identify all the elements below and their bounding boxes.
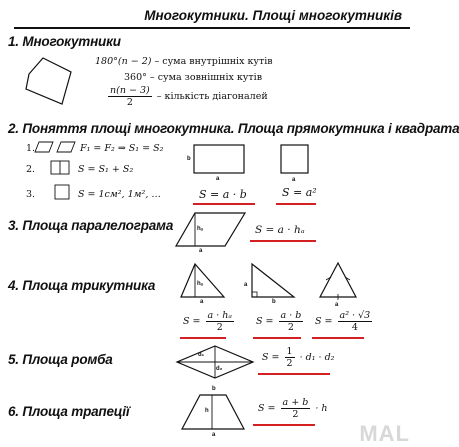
trapezoid-bottom-base: a: [212, 432, 216, 438]
item-number-2: 2.: [26, 164, 36, 175]
triangle-formula-1-underline: [180, 337, 226, 339]
triangle-formula-3-underline: [312, 337, 364, 339]
rectangle-area-formula: S = a · b: [199, 188, 247, 201]
right-triangle-leg-a: a: [244, 282, 248, 288]
right-triangle-figure: [250, 263, 296, 299]
rhombus-formula-underline: [258, 373, 330, 375]
section-1-title: 1. Многокутники: [8, 34, 121, 49]
equilateral-triangle-figure: [318, 262, 358, 300]
trapezoid-formula-underline: [253, 424, 315, 426]
pentagon-figure: [24, 56, 76, 106]
section-3-title: 3. Площа паралелограма: [8, 218, 174, 233]
trapezoid-area-formula: S = $\frac{a + b}{2}$ · h: [258, 397, 328, 420]
item-number-3: 3.: [26, 189, 36, 200]
trapezoid-top-base: b: [212, 386, 216, 392]
item-number-1: 1.: [26, 143, 36, 154]
rectangle-formula-underline: [193, 203, 255, 205]
rhombus-diagonal-2: d₂: [216, 366, 223, 372]
parallelogram-area-formula: S = a · hₐ: [255, 224, 305, 236]
rect-side-a: a: [216, 176, 220, 182]
equilateral-side-label: a: [335, 302, 339, 308]
formula-diagonals: $\frac{n(n - 3)}{2}$ – кількість діагоналей: [110, 85, 268, 108]
parallelogram-base: a: [199, 248, 203, 254]
rhombus-area-formula: S = $\frac{1}{2}$ · d₁ · d₂: [262, 346, 335, 369]
triangle-area-formula-1: S = $\frac{\text{a · hₐ}}{2}$: [183, 310, 232, 333]
section-4-title: 4. Площа трикутника: [8, 278, 156, 293]
formula-sum-areas: S = S₁ + S₂: [78, 164, 134, 175]
rhombus-figure: [175, 345, 255, 379]
watermark: MAL: [359, 421, 410, 446]
unit-square-figure: [54, 184, 70, 200]
triangle-base-label: a: [200, 299, 204, 305]
square-formula-underline: [276, 203, 316, 205]
section-6-title: 6. Площа трапеції: [8, 404, 130, 419]
square-area-formula: S = a²: [282, 186, 317, 199]
triangle-area-formula-2: S = $\frac{a \cdot b}{2}$: [256, 310, 302, 333]
trapezoid-figure: [180, 393, 246, 431]
section-5-title: 5. Площа ромба: [8, 352, 113, 367]
triangle-general-figure: [180, 263, 226, 299]
formula-units: S = 1см², 1м², …: [78, 189, 161, 200]
page-title: Многокутники. Площі многокутників: [144, 8, 402, 23]
section-2-title: 2. Поняття площі многокутника. Площа прямокутника і квадрата: [8, 121, 459, 136]
parallelogram-formula-underline: [250, 240, 316, 242]
square-side-a: a: [292, 177, 296, 183]
split-figure: [50, 160, 70, 175]
parallelogram-figure: [175, 212, 247, 248]
rect-side-b: b: [187, 156, 191, 162]
formula-congruent: F₁ = F₂ ⇒ S₁ = S₂: [80, 143, 164, 154]
triangle-formula-2-underline: [253, 337, 301, 339]
trapezoid-height: h: [205, 408, 209, 414]
triangle-area-formula-3: S = $\frac{\text{a² · √3}}{4}$: [315, 310, 371, 333]
formula-interior-angles: 180°(n − 2) – сума внутрішніх кутів: [95, 56, 273, 67]
rectangle-figure: [193, 144, 245, 174]
right-triangle-leg-b: b: [272, 299, 276, 305]
header-underline: [14, 27, 410, 29]
square-figure: [280, 144, 310, 175]
triangle-height-label: hₐ: [197, 281, 203, 287]
parallelogram-height: hₐ: [197, 226, 203, 232]
formula-exterior-angles: 360° – сума зовнішніх кутів: [124, 72, 263, 83]
rhombus-diagonal-1: d₁: [198, 352, 205, 358]
congruent-figures: [35, 141, 77, 153]
